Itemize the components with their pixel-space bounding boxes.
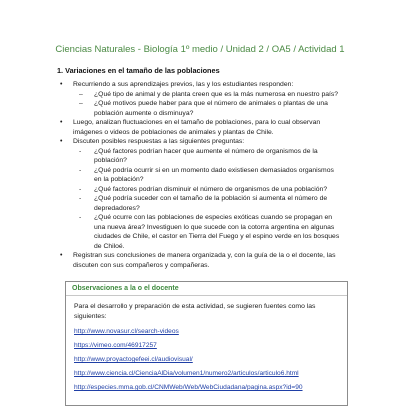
resource-link[interactable]: http://www.proyactogefeei.cl/audiovisual/ (74, 356, 193, 363)
sub-item: - ¿Qué factores podrían disminuir el número de organismos de una población? (79, 185, 328, 193)
dash-icon: – (79, 90, 83, 98)
dash-icon: - (79, 195, 82, 202)
bullet-dot-icon: • (60, 119, 63, 126)
bullet-dot-icon: • (60, 138, 63, 145)
bullet-item: • Registran sus conclusiones de manera organizada y, con la guía de la o el docente, las discuten con sus compañeros y compañeras. (60, 252, 336, 269)
resource-link[interactable]: http://www.novasur.cl/search-videos (74, 328, 179, 335)
sub-item: - ¿Qué podría ocurrir si en un momento dado existiesen demasiados organismos en la población? (79, 166, 334, 183)
sub-item: - ¿Qué ocurre con las poblaciones de especies exóticas cuando se propagan en una nueva área? Investiguen lo que sucede con la cotorra argentina en algunas ciudades de Chile, el castor en Tierra del Fuego y el espino verde en los bosques de Chiloé. (79, 214, 340, 250)
dash-icon: - (79, 147, 82, 155)
section-title: 1. Variaciones en el tamaño de las poblaciones (57, 66, 220, 75)
bullet-item: • Luego, analizan fluctuaciones en el tamaño de poblaciones, para lo cual observan imágenes o videos de poblaciones de animales y plantas de Chile. (60, 119, 321, 136)
bullet-dot-icon: • (60, 252, 63, 259)
bullet-dot-icon: • (60, 81, 63, 88)
activity-content (57, 80, 342, 270)
bullet-item: • Recurriendo a sus aprendizajes previos, las y los estudiantes responden: (60, 81, 294, 88)
dash-icon: - (79, 185, 82, 193)
bullet-item: • Discuten posibles respuestas a las siguientes preguntas: (60, 138, 245, 145)
teacher-notes-title: Observaciones a la o el docente (72, 285, 179, 292)
sub-item: - ¿Qué podría suceder con el tamaño de la población si aumenta el número de depredadores? (79, 195, 328, 212)
teacher-notes-box (65, 281, 348, 406)
dash-icon: - (79, 166, 82, 174)
page-header: Ciencias Naturales - Biología 1º medio / Unidad 2 / OA5 / Actividad 1 (55, 44, 345, 55)
teacher-notes-intro: Para el desarrollo y preparación de esta actividad, se sugieren fuentes como las siguientes: (74, 303, 316, 320)
resource-link[interactable]: http://www.ciencia.cl/CienciaAlDia/volumen1/numero2/articulos/articulo6.html (74, 370, 299, 377)
sub-item: – ¿Qué motivos puede haber para que el número de animales o plantas de una población aumente o disminuya? (79, 100, 328, 117)
resource-link[interactable]: http://especies.mma.gob.cl/CNMWeb/Web/WebCiudadana/pagina.aspx?id=90 (74, 384, 303, 391)
sub-item: – ¿Qué tipo de animal y de planta creen que es la más numerosa en nuestro país? (79, 90, 339, 98)
dash-icon: - (79, 214, 82, 221)
resource-link[interactable]: https://vimeo.com/46917257 (74, 342, 157, 349)
sub-item: - ¿Qué factores podrían hacer que aumente el número de organismos de la población? (79, 147, 318, 164)
divider (66, 295, 347, 296)
dash-icon: – (79, 100, 83, 107)
